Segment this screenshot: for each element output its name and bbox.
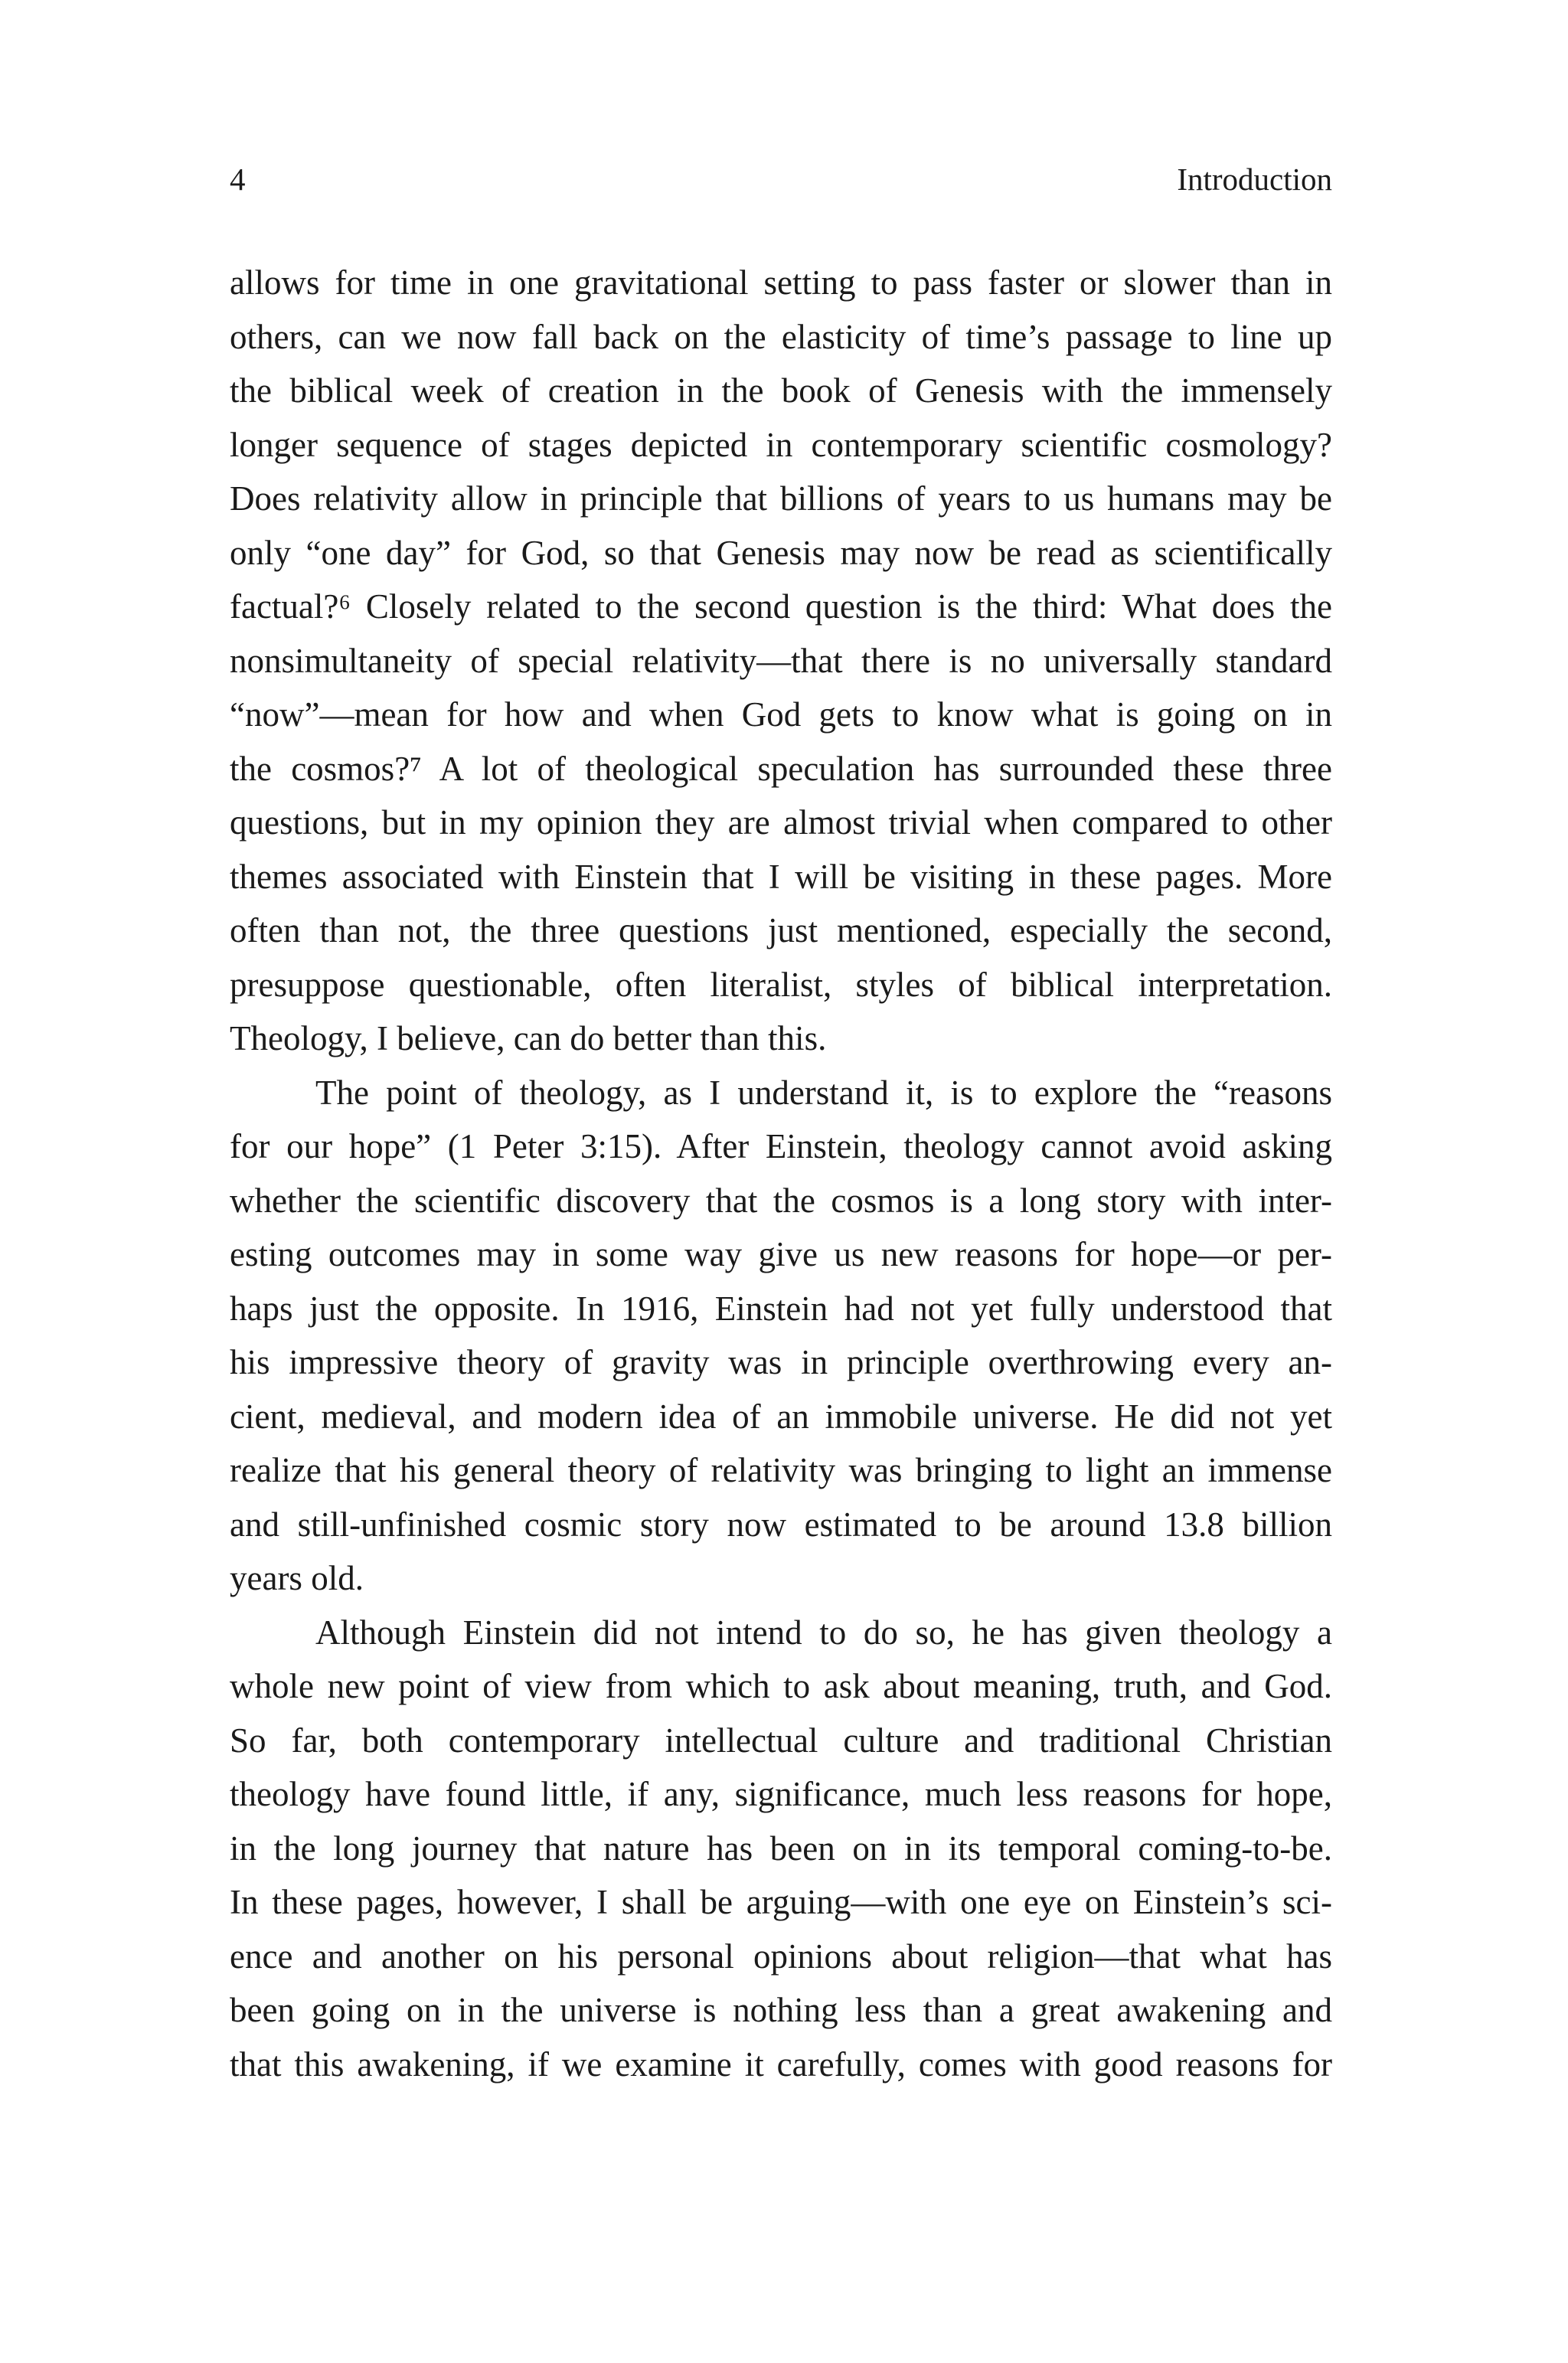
text-line: esting outcomes may in some way give us new reasons for hope—or per- [230,1235,1332,1273]
body-text [230,256,1332,2091]
paragraph [230,1066,1332,1606]
text-line: “now”—mean for how and when God gets to know what is going on in [230,695,1332,734]
text-line: the biblical week of creation in the book of Genesis with the immensely [230,371,1332,410]
text-line: presuppose questionable, often literalist, styles of biblical interpretation. [230,965,1332,1004]
text-line: Does relativity allow in principle that billions of years to us humans may be [230,479,1332,518]
text-line: cient, medieval, and modern idea of an immobile universe. He did not yet [230,1397,1332,1436]
running-title: Introduction [1177,162,1332,197]
text-line: his impressive theory of gravity was in principle overthrowing every an- [230,1343,1332,1381]
text-line: In these pages, however, I shall be arguing—with one eye on Einstein’s sci- [230,1883,1332,1921]
text-line: questions, but in my opinion they are almost trivial when compared to other [230,803,1332,842]
text-line: The point of theology, as I understand it, is to explore the “reasons [315,1073,1332,1112]
text-line: whole new point of view from which to ask about meaning, truth, and God. [230,1667,1332,1705]
text-line: others, can we now fall back on the elasticity of time’s passage to line up [230,317,1332,356]
text-line: ence and another on his personal opinions about religion—that what has [230,1936,1332,1976]
text-line: haps just the opposite. In 1916, Einstein had not yet fully understood that [230,1289,1332,1328]
text-line: allows for time in one gravitational setting to pass faster or slower than in [230,263,1332,302]
text-line: whether the scientific discovery that the cosmos is a long story with inter- [230,1181,1332,1220]
text-line: and still-unfinished cosmic story now estimated to be around 13.8 billion [230,1505,1332,1544]
text-line: often than not, the three questions just mentioned, especially the second, [230,911,1332,949]
text-line: longer sequence of stages depicted in contemporary scientific cosmology? [230,425,1332,464]
text-line: factual?⁶ Closely related to the second question is the third: What does the [230,587,1332,626]
running-head [230,158,1332,201]
text-line: nonsimultaneity of special relativity—that there is no universally standard [230,641,1332,680]
text-line: been going on in the universe is nothing less than a great awakening and [230,1991,1332,2029]
paragraph [230,256,1332,1066]
text-line: the cosmos?⁷ A lot of theological speculation has surrounded these three [230,749,1332,788]
text-line: in the long journey that nature has been on in its temporal coming-to-be. [230,1829,1332,1868]
text-line: realize that his general theory of relativity was bringing to light an immense [230,1451,1332,1489]
text-line: So far, both contemporary intellectual culture and traditional Christian [230,1721,1332,1760]
text-line: that this awakening, if we examine it carefully, comes with good reasons for [230,2044,1332,2084]
text-line: Although Einstein did not intend to do so, he has given theology a [315,1613,1332,1652]
text-line: themes associated with Einstein that I will be visiting in these pages. More [230,857,1332,896]
page-number: 4 [230,162,246,197]
text-line: for our hope” (1 Peter 3:15). After Einstein, theology cannot avoid asking [230,1127,1332,1165]
text-line: theology have found little, if any, significance, much less reasons for hope, [230,1775,1332,1813]
text-line: Theology, I believe, can do better than this. [230,1019,827,1057]
paragraph [230,1606,1332,2092]
text-line: only “one day” for God, so that Genesis may now be read as scientifically [230,533,1332,572]
text-line: years old. [230,1559,364,1597]
